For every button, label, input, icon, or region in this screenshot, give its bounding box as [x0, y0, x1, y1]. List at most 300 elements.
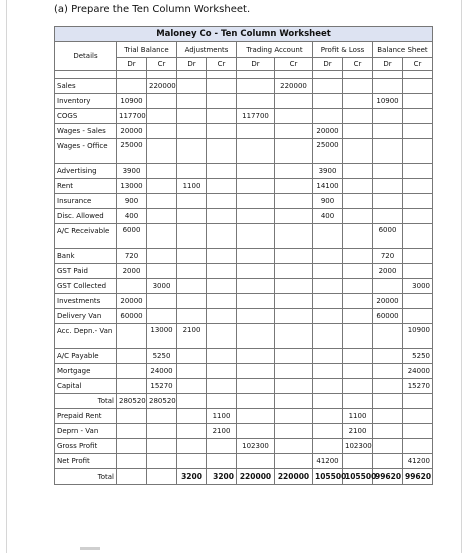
details-header: Details	[55, 42, 117, 71]
cell-bs-cr	[403, 394, 433, 409]
row-label: A/C Receivable	[55, 224, 117, 249]
cell-adj-dr	[177, 439, 207, 454]
cell-adj-cr: 3200	[207, 469, 237, 485]
table-row	[55, 124, 433, 139]
cell-bs-dr	[373, 164, 403, 179]
cell-adj-cr	[207, 454, 237, 469]
cell-pl-cr	[343, 309, 373, 324]
cell-bs-cr: 5250	[403, 349, 433, 364]
cell-pl-dr	[313, 409, 343, 424]
cell-bs-dr	[373, 194, 403, 209]
row-label: Acc. Depn.- Van	[55, 324, 117, 349]
cell-ta-dr	[237, 424, 275, 439]
cell-adj-cr	[207, 194, 237, 209]
cell-ta-dr	[237, 124, 275, 139]
cell-adj-dr	[177, 94, 207, 109]
cell-ta-cr	[275, 439, 313, 454]
cell-ta-dr	[237, 249, 275, 264]
cell-pl-dr: 400	[313, 209, 343, 224]
cell-pl-cr	[343, 324, 373, 349]
cell-pl-dr	[313, 79, 343, 94]
cell-ta-dr	[237, 279, 275, 294]
cell-adj-cr	[207, 349, 237, 364]
cell-pl-dr	[313, 224, 343, 249]
cell-adj-dr: 3200	[177, 469, 207, 485]
table-row	[55, 469, 433, 485]
cell-tb-cr	[147, 469, 177, 485]
cell-pl-dr	[313, 424, 343, 439]
cell-tb-dr: 117700	[117, 109, 147, 124]
row-label: Capital	[55, 379, 117, 394]
cell-tb-dr	[117, 349, 147, 364]
cell-ta-cr	[275, 379, 313, 394]
table-row	[55, 324, 433, 349]
dr-header: Dr	[237, 58, 275, 71]
cell-ta-cr	[275, 179, 313, 194]
cell-bs-cr	[403, 439, 433, 454]
cell-tb-dr	[117, 279, 147, 294]
row-label: Investments	[55, 294, 117, 309]
cell-adj-dr	[177, 379, 207, 394]
cell-ta-cr	[275, 124, 313, 139]
cell-tb-cr: 15270	[147, 379, 177, 394]
cell-tb-cr	[147, 109, 177, 124]
cell-pl-cr	[343, 394, 373, 409]
cell-adj-cr	[207, 394, 237, 409]
table-row	[55, 224, 433, 249]
cell-adj-dr	[177, 364, 207, 379]
cell-tb-cr	[147, 94, 177, 109]
cell-adj-dr	[177, 454, 207, 469]
table-row	[55, 309, 433, 324]
cell-pl-cr	[343, 179, 373, 194]
cell-tb-cr	[147, 294, 177, 309]
cell-ta-cr	[275, 264, 313, 279]
cell-tb-dr: 20000	[117, 124, 147, 139]
cell-pl-cr	[343, 124, 373, 139]
row-label: COGS	[55, 109, 117, 124]
cell-adj-dr	[177, 164, 207, 179]
cell-tb-dr: 3900	[117, 164, 147, 179]
row-label: Deprn - Van	[55, 424, 117, 439]
cell-ta-dr	[237, 179, 275, 194]
cell-tb-dr	[117, 379, 147, 394]
cell-tb-cr: 24000	[147, 364, 177, 379]
cell-ta-cr	[275, 94, 313, 109]
cell-ta-cr	[275, 424, 313, 439]
row-label: Total	[55, 469, 117, 485]
cell-pl-dr	[313, 294, 343, 309]
cell-ta-dr	[237, 309, 275, 324]
row-label: GST Collected	[55, 279, 117, 294]
cell-ta-cr	[275, 224, 313, 249]
cell-pl-cr	[343, 209, 373, 224]
table-row	[55, 454, 433, 469]
cell-adj-cr	[207, 379, 237, 394]
cell-bs-cr	[403, 309, 433, 324]
cell-tb-cr	[147, 439, 177, 454]
table-row	[55, 349, 433, 364]
cell-pl-dr: 41200	[313, 454, 343, 469]
cell-pl-cr	[343, 279, 373, 294]
cell-adj-dr	[177, 264, 207, 279]
cell-ta-cr	[275, 109, 313, 124]
cell-tb-cr	[147, 424, 177, 439]
cell-pl-cr	[343, 79, 373, 94]
cell-pl-dr: 14100	[313, 179, 343, 194]
cell-ta-cr	[275, 349, 313, 364]
row-label: Delivery Van	[55, 309, 117, 324]
cell-bs-cr	[403, 164, 433, 179]
cell-bs-cr	[403, 209, 433, 224]
cell-pl-dr	[313, 264, 343, 279]
cell-pl-cr	[343, 379, 373, 394]
cell-bs-dr: 60000	[373, 309, 403, 324]
row-label: Gross Profit	[55, 439, 117, 454]
cell-pl-dr	[313, 394, 343, 409]
table-row	[55, 364, 433, 379]
cell-tb-cr	[147, 409, 177, 424]
cell-adj-cr	[207, 264, 237, 279]
cell-tb-cr	[147, 124, 177, 139]
cell-bs-dr	[373, 349, 403, 364]
group-header-trial-balance: Trial Balance	[117, 42, 177, 58]
table-row	[55, 294, 433, 309]
cell-adj-dr	[177, 139, 207, 164]
cell-ta-cr	[275, 294, 313, 309]
row-label: Total	[55, 394, 117, 409]
cell-bs-dr	[373, 279, 403, 294]
table-row	[55, 179, 433, 194]
cell-bs-cr	[403, 139, 433, 164]
cell-bs-dr: 20000	[373, 294, 403, 309]
cell-adj-dr	[177, 309, 207, 324]
cell-bs-cr	[403, 249, 433, 264]
cell-ta-cr	[275, 279, 313, 294]
cell-adj-dr	[177, 294, 207, 309]
cell-tb-dr: 25000	[117, 139, 147, 164]
cell-pl-cr	[343, 249, 373, 264]
cell-tb-cr	[147, 209, 177, 224]
cell-adj-dr: 2100	[177, 324, 207, 349]
row-label: Net Profit	[55, 454, 117, 469]
dr-header: Dr	[373, 58, 403, 71]
cell-pl-dr: 105500	[313, 469, 343, 485]
cell-adj-cr	[207, 124, 237, 139]
cell-adj-cr	[207, 249, 237, 264]
cell-ta-dr	[237, 139, 275, 164]
cell-bs-dr	[373, 364, 403, 379]
cell-pl-cr	[343, 94, 373, 109]
cell-pl-dr	[313, 279, 343, 294]
row-label: Bank	[55, 249, 117, 264]
cell-pl-cr	[343, 264, 373, 279]
row-label: Advertising	[55, 164, 117, 179]
cell-pl-cr: 102300	[343, 439, 373, 454]
cell-pl-dr	[313, 249, 343, 264]
cell-ta-dr	[237, 79, 275, 94]
cell-bs-dr	[373, 424, 403, 439]
cell-pl-cr	[343, 349, 373, 364]
cell-tb-dr: 20000	[117, 294, 147, 309]
cell-ta-dr: 117700	[237, 109, 275, 124]
cell-ta-dr	[237, 224, 275, 249]
table-row	[55, 194, 433, 209]
cell-bs-dr: 720	[373, 249, 403, 264]
cell-tb-dr: 900	[117, 194, 147, 209]
cell-pl-cr	[343, 364, 373, 379]
cell-ta-dr	[237, 94, 275, 109]
cell-bs-cr	[403, 194, 433, 209]
cell-pl-dr	[313, 94, 343, 109]
cell-bs-dr	[373, 139, 403, 164]
cell-ta-cr	[275, 324, 313, 349]
cell-adj-cr	[207, 309, 237, 324]
dr-header: Dr	[177, 58, 207, 71]
cell-bs-dr	[373, 79, 403, 94]
cell-pl-cr: 1100	[343, 409, 373, 424]
table-row	[55, 94, 433, 109]
cell-bs-cr	[403, 109, 433, 124]
cell-bs-dr: 99620	[373, 469, 403, 485]
cell-pl-dr: 25000	[313, 139, 343, 164]
cell-adj-dr	[177, 394, 207, 409]
cell-bs-cr	[403, 294, 433, 309]
cell-bs-dr	[373, 109, 403, 124]
cell-adj-dr	[177, 109, 207, 124]
cell-adj-cr	[207, 439, 237, 454]
cell-tb-dr: 400	[117, 209, 147, 224]
cell-bs-dr: 10900	[373, 94, 403, 109]
cell-adj-cr	[207, 139, 237, 164]
cell-bs-cr: 24000	[403, 364, 433, 379]
cell-bs-dr	[373, 439, 403, 454]
cell-adj-dr	[177, 279, 207, 294]
cell-ta-dr	[237, 164, 275, 179]
table-row	[55, 209, 433, 224]
worksheet-table	[54, 26, 433, 485]
row-label: Prepaid Rent	[55, 409, 117, 424]
cell-adj-dr	[177, 124, 207, 139]
cell-tb-cr: 13000	[147, 324, 177, 349]
cell-tb-dr: 6000	[117, 224, 147, 249]
cell-bs-cr	[403, 424, 433, 439]
group-header-balance-sheet: Balance Sheet	[373, 42, 433, 58]
table-row	[55, 424, 433, 439]
cell-tb-cr	[147, 249, 177, 264]
worksheet-body	[55, 79, 433, 485]
cell-pl-dr: 900	[313, 194, 343, 209]
cell-ta-dr	[237, 209, 275, 224]
cell-tb-dr	[117, 424, 147, 439]
cr-header: Cr	[147, 58, 177, 71]
worksheet-title: Maloney Co - Ten Column Worksheet	[55, 27, 433, 42]
cell-ta-dr: 220000	[237, 469, 275, 485]
cell-adj-dr	[177, 349, 207, 364]
row-label: A/C Payable	[55, 349, 117, 364]
cell-ta-cr	[275, 394, 313, 409]
cell-bs-cr: 99620	[403, 469, 433, 485]
cell-bs-cr	[403, 264, 433, 279]
cell-pl-dr: 3900	[313, 164, 343, 179]
cell-tb-dr	[117, 439, 147, 454]
cell-ta-cr	[275, 409, 313, 424]
cell-adj-dr	[177, 424, 207, 439]
cell-ta-dr	[237, 364, 275, 379]
group-header-trading-account: Trading Account	[237, 42, 313, 58]
cell-tb-cr	[147, 309, 177, 324]
cell-ta-dr	[237, 194, 275, 209]
cell-adj-cr	[207, 324, 237, 349]
cell-adj-cr	[207, 224, 237, 249]
cell-bs-dr: 6000	[373, 224, 403, 249]
cell-tb-cr	[147, 179, 177, 194]
cell-bs-dr	[373, 124, 403, 139]
row-label: Wages - Office	[55, 139, 117, 164]
cell-adj-dr: 1100	[177, 179, 207, 194]
cell-tb-cr	[147, 164, 177, 179]
cell-adj-cr	[207, 294, 237, 309]
cell-tb-dr: 13000	[117, 179, 147, 194]
cell-adj-dr	[177, 209, 207, 224]
cell-ta-dr: 102300	[237, 439, 275, 454]
cell-tb-dr: 2000	[117, 264, 147, 279]
cell-tb-cr: 220000	[147, 79, 177, 94]
cell-pl-dr	[313, 109, 343, 124]
cell-ta-dr	[237, 454, 275, 469]
cell-pl-dr	[313, 364, 343, 379]
cell-bs-cr	[403, 94, 433, 109]
cell-tb-dr	[117, 324, 147, 349]
table-row	[55, 109, 433, 124]
cell-adj-dr	[177, 194, 207, 209]
cell-pl-cr: 105500	[343, 469, 373, 485]
cell-tb-cr: 5250	[147, 349, 177, 364]
cell-adj-cr	[207, 364, 237, 379]
cr-header: Cr	[275, 58, 313, 71]
group-header-profit-loss: Profit & Loss	[313, 42, 373, 58]
cell-pl-cr	[343, 164, 373, 179]
cell-adj-cr	[207, 279, 237, 294]
table-row	[55, 264, 433, 279]
cell-tb-cr	[147, 139, 177, 164]
cell-adj-cr	[207, 179, 237, 194]
cell-ta-cr: 220000	[275, 79, 313, 94]
table-row	[55, 394, 433, 409]
cell-adj-cr: 1100	[207, 409, 237, 424]
cell-tb-cr	[147, 194, 177, 209]
cell-bs-dr	[373, 409, 403, 424]
cell-ta-cr	[275, 309, 313, 324]
cell-tb-dr: 60000	[117, 309, 147, 324]
cell-tb-dr	[117, 469, 147, 485]
cell-pl-dr	[313, 309, 343, 324]
cell-adj-cr	[207, 94, 237, 109]
cell-adj-cr	[207, 209, 237, 224]
table-row	[55, 164, 433, 179]
cr-header: Cr	[403, 58, 433, 71]
cell-bs-cr	[403, 224, 433, 249]
cell-tb-cr	[147, 224, 177, 249]
row-label: Insurance	[55, 194, 117, 209]
cell-tb-cr	[147, 454, 177, 469]
cell-tb-dr	[117, 454, 147, 469]
cell-ta-dr	[237, 409, 275, 424]
cell-bs-dr: 2000	[373, 264, 403, 279]
cell-tb-dr	[117, 364, 147, 379]
cr-header: Cr	[207, 58, 237, 71]
cell-pl-dr	[313, 439, 343, 454]
table-row	[55, 139, 433, 164]
cell-bs-cr	[403, 179, 433, 194]
cell-ta-dr	[237, 324, 275, 349]
cell-ta-cr	[275, 194, 313, 209]
cell-tb-dr: 10900	[117, 94, 147, 109]
cell-tb-cr: 3000	[147, 279, 177, 294]
row-label: Disc. Allowed	[55, 209, 117, 224]
cell-ta-dr	[237, 379, 275, 394]
cell-pl-cr	[343, 194, 373, 209]
cell-ta-dr	[237, 294, 275, 309]
cell-pl-cr	[343, 109, 373, 124]
cell-adj-dr	[177, 249, 207, 264]
table-row	[55, 409, 433, 424]
cell-bs-cr: 3000	[403, 279, 433, 294]
cell-adj-cr	[207, 109, 237, 124]
cell-bs-dr	[373, 394, 403, 409]
cell-pl-dr	[313, 379, 343, 394]
row-label: Sales	[55, 79, 117, 94]
cell-ta-dr	[237, 394, 275, 409]
table-row	[55, 439, 433, 454]
cell-ta-cr	[275, 164, 313, 179]
cell-bs-cr	[403, 409, 433, 424]
cell-tb-dr	[117, 409, 147, 424]
cell-adj-cr: 2100	[207, 424, 237, 439]
cell-ta-cr	[275, 139, 313, 164]
cell-ta-cr: 220000	[275, 469, 313, 485]
cell-tb-cr: 280520	[147, 394, 177, 409]
cell-ta-dr	[237, 264, 275, 279]
cell-tb-dr: 720	[117, 249, 147, 264]
row-label: Inventory	[55, 94, 117, 109]
cell-adj-dr	[177, 224, 207, 249]
table-row	[55, 249, 433, 264]
cell-adj-cr	[207, 79, 237, 94]
cell-adj-dr	[177, 409, 207, 424]
cell-bs-dr	[373, 209, 403, 224]
cell-tb-dr: 280520	[117, 394, 147, 409]
cell-ta-dr	[237, 349, 275, 364]
cell-pl-cr	[343, 454, 373, 469]
scroll-indicator	[80, 547, 100, 550]
cell-adj-cr	[207, 164, 237, 179]
cell-pl-dr	[313, 349, 343, 364]
cell-pl-dr	[313, 324, 343, 349]
cell-bs-cr: 10900	[403, 324, 433, 349]
cell-pl-dr: 20000	[313, 124, 343, 139]
cell-bs-cr: 15270	[403, 379, 433, 394]
cr-header: Cr	[343, 58, 373, 71]
cell-bs-dr	[373, 379, 403, 394]
table-row	[55, 79, 433, 94]
row-label: GST Paid	[55, 264, 117, 279]
dr-header: Dr	[117, 58, 147, 71]
group-header-adjustments: Adjustments	[177, 42, 237, 58]
spacer-row	[55, 71, 433, 79]
table-row	[55, 279, 433, 294]
cell-bs-cr	[403, 79, 433, 94]
